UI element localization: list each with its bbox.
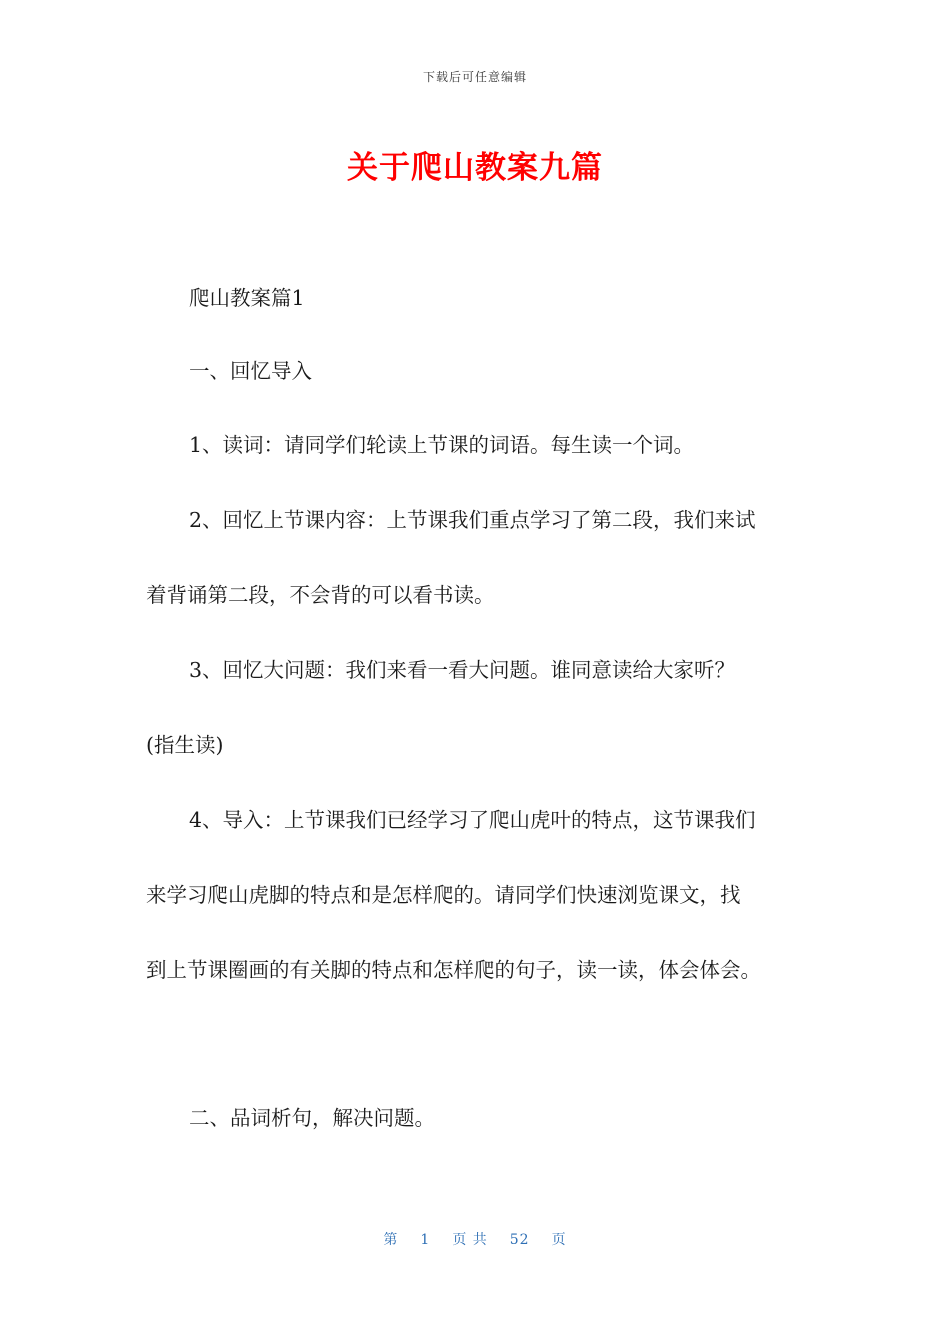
document-title: 关于爬山教案九篇: [347, 150, 603, 186]
paragraph-line: 2、回忆上节课内容：上节课我们重点学习了第二段，我们来试: [189, 508, 756, 532]
footer-page-suffix: 页: [551, 1232, 567, 1248]
header-note: 下载后可任意编辑: [422, 70, 527, 84]
section-heading: 爬山教案篇1: [189, 286, 305, 310]
paragraph-line: 一、回忆导入: [189, 359, 312, 383]
paragraph-line: 1、读词：请同学们轮读上节课的词语。每生读一个词。: [189, 433, 695, 457]
footer-page-prefix: 第: [383, 1232, 399, 1248]
paragraph-line: 着背诵第二段，不会背的可以看书读。: [146, 583, 495, 607]
paragraph-line: 到上节课圈画的有关脚的特点和怎样爬的句子，读一读，体会体会。: [146, 958, 761, 982]
page-footer: [0, 1229, 950, 1249]
footer-page-number: 1: [420, 1232, 431, 1248]
paragraph-line: 二、品词析句，解决问题。: [189, 1106, 435, 1130]
paragraph-line: (指生读): [146, 733, 224, 757]
footer-page-total: 52: [509, 1232, 530, 1248]
footer-page-mid: 页 共: [452, 1232, 488, 1248]
paragraph-line: 3、回忆大问题：我们来看一看大问题。谁同意读给大家听？: [189, 658, 736, 682]
paragraph-line: 4、导入：上节课我们已经学习了爬山虎叶的特点，这节课我们: [189, 808, 756, 832]
paragraph-line: 来学习爬山虎脚的特点和是怎样爬的。请同学们快速浏览课文，找: [146, 883, 741, 907]
